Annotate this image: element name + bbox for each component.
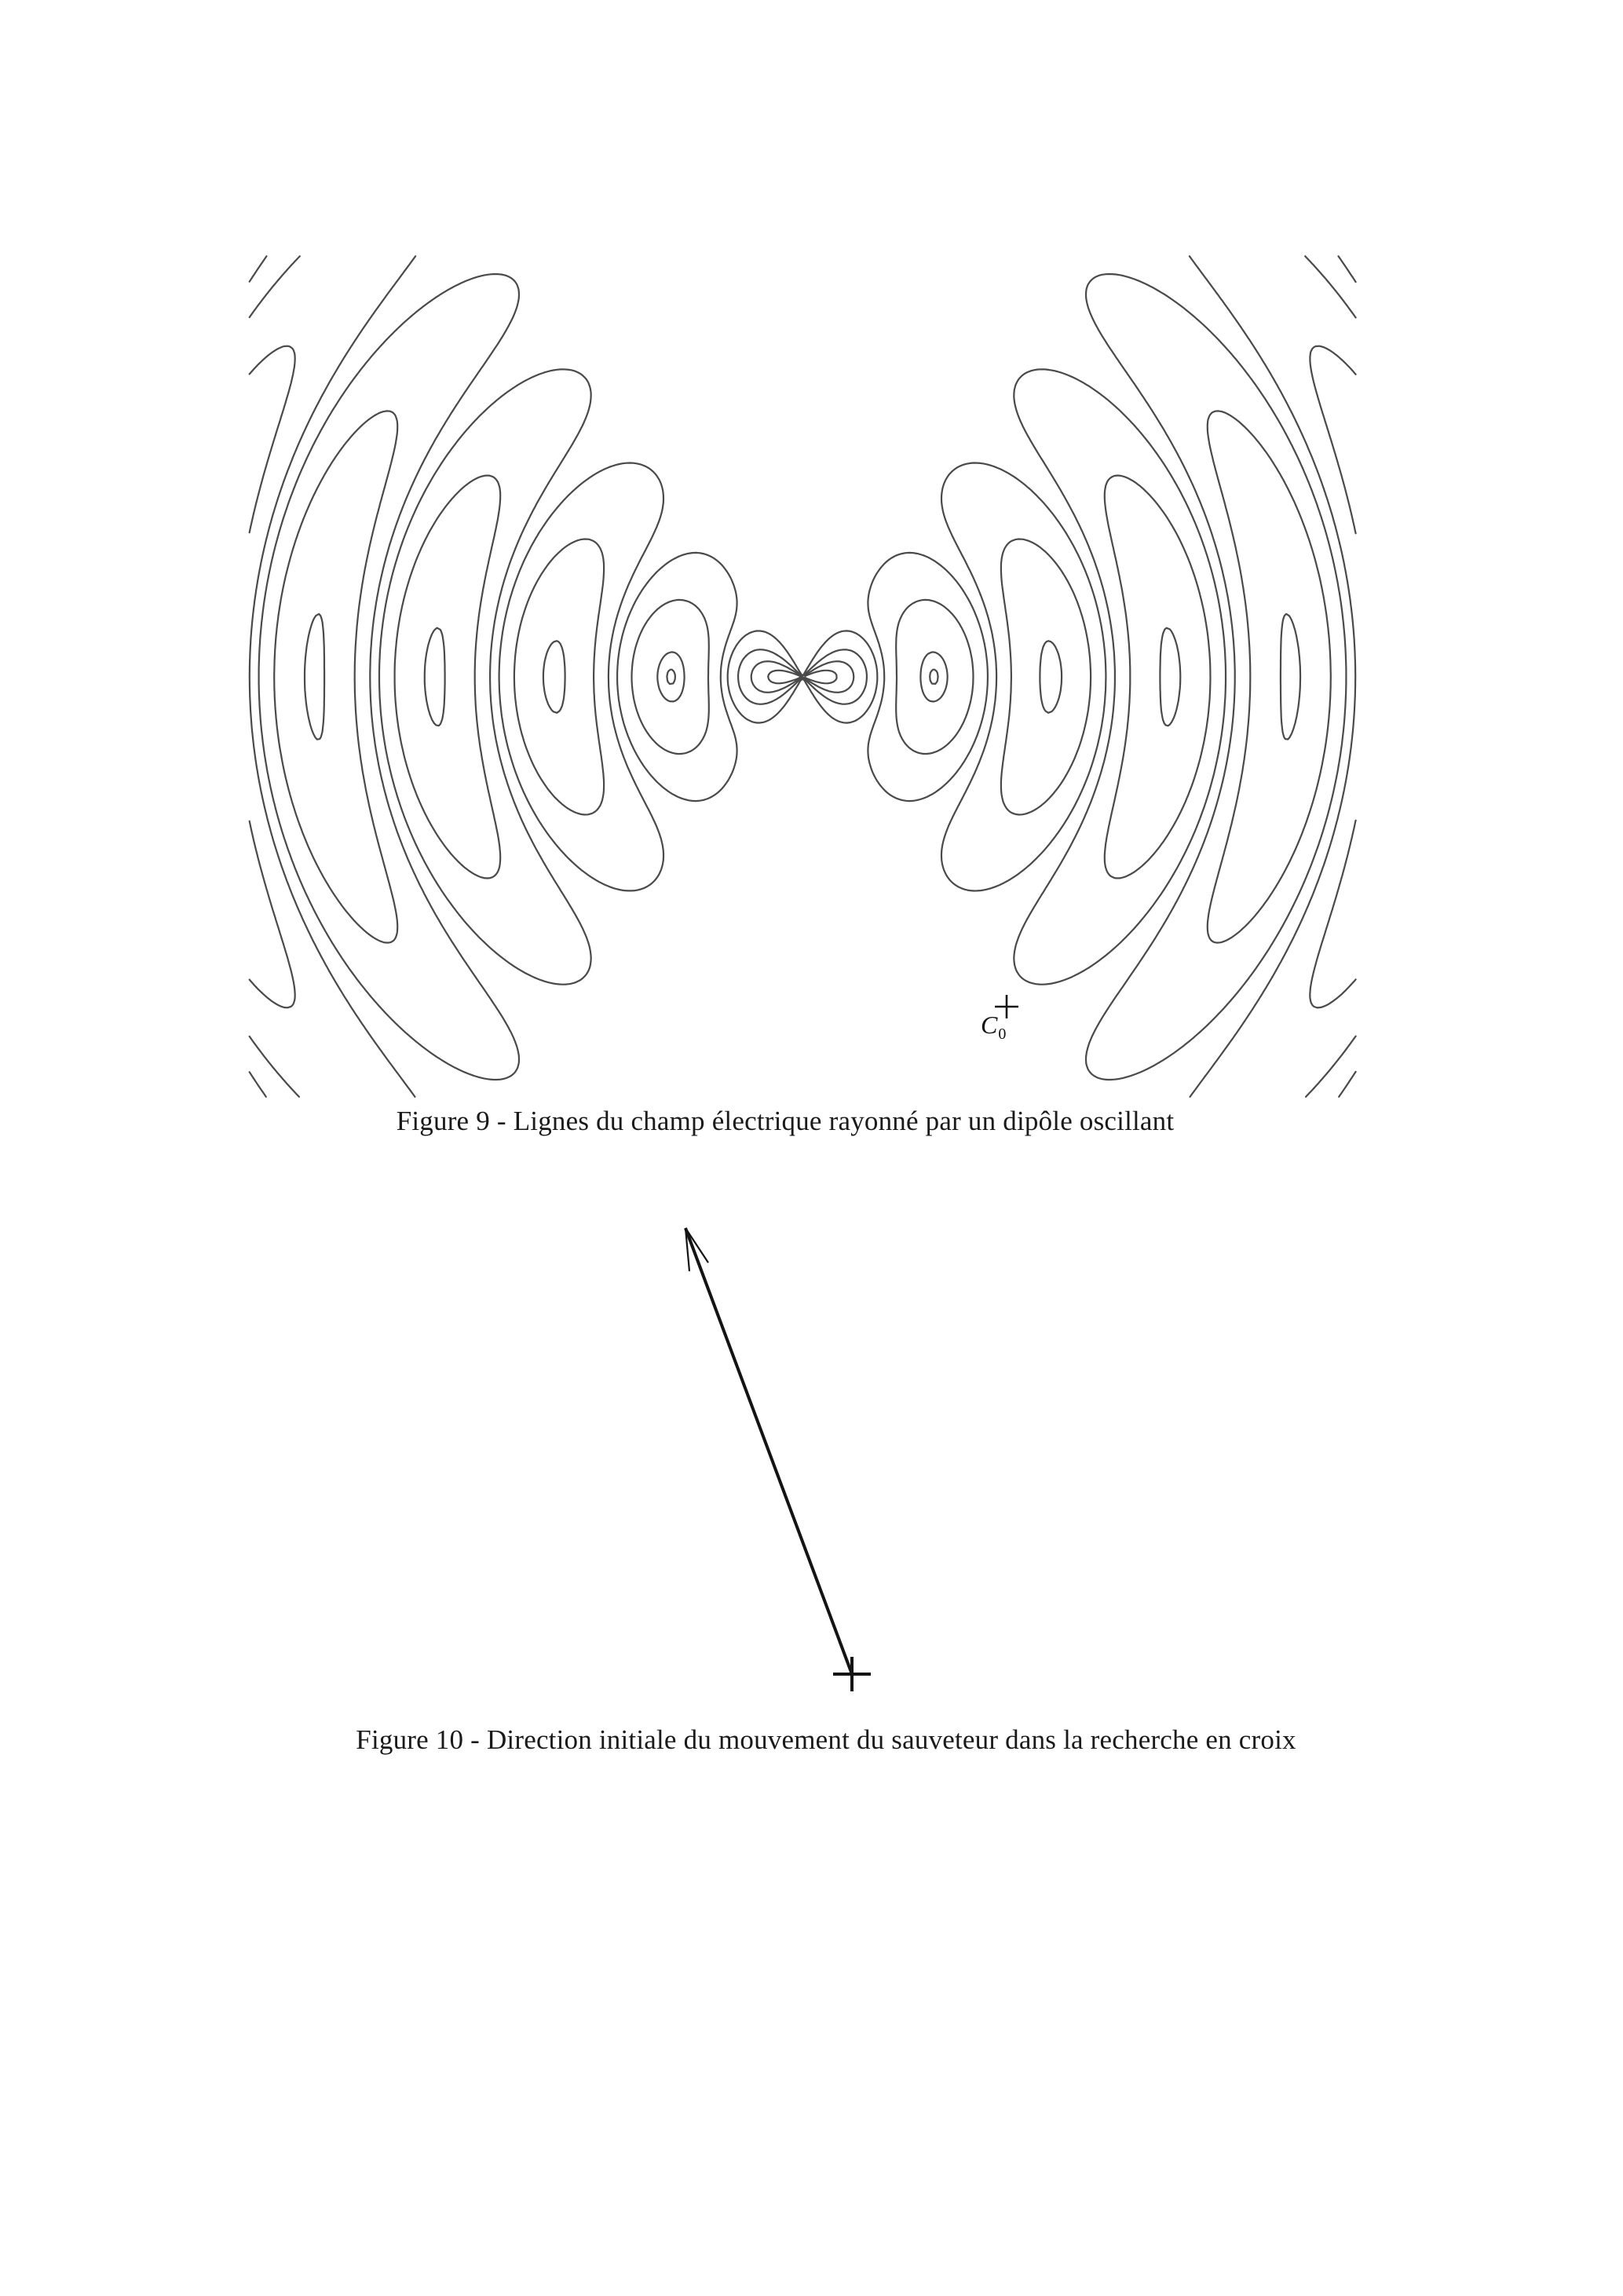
field-line bbox=[896, 600, 973, 754]
field-line bbox=[250, 1036, 299, 1097]
field-line bbox=[657, 653, 684, 702]
c0-label-main: C bbox=[981, 1011, 998, 1039]
direction-arrow bbox=[685, 1228, 852, 1674]
field-line bbox=[617, 553, 737, 801]
c0-label-sub: 0 bbox=[998, 1026, 1007, 1043]
field-line bbox=[667, 670, 675, 684]
field-line bbox=[1160, 628, 1180, 726]
field-line bbox=[941, 463, 1106, 891]
arrow-shaft bbox=[685, 1228, 852, 1674]
figure10-direction-diagram bbox=[0, 1178, 1623, 1806]
field-line bbox=[1040, 641, 1062, 713]
field-line bbox=[250, 256, 300, 317]
field-lines-group bbox=[250, 256, 1356, 1097]
field-line bbox=[1281, 614, 1300, 740]
field-line bbox=[1105, 476, 1211, 879]
field-line bbox=[1001, 539, 1091, 815]
field-line bbox=[930, 670, 938, 684]
field-line bbox=[379, 369, 591, 984]
field-line bbox=[632, 600, 709, 754]
field-line bbox=[514, 539, 604, 815]
field-line bbox=[1339, 1072, 1355, 1097]
field-line bbox=[395, 476, 501, 879]
field-line bbox=[250, 1072, 266, 1097]
field-line bbox=[259, 274, 519, 1080]
field-line bbox=[499, 463, 663, 891]
field-line bbox=[425, 628, 445, 726]
field-line bbox=[868, 553, 988, 801]
start-cross-marker bbox=[833, 1657, 871, 1691]
field-line bbox=[1086, 274, 1346, 1080]
field-line bbox=[1339, 256, 1356, 282]
field-line bbox=[751, 661, 854, 693]
figure9-caption: Figure 9 - Lignes du champ électrique rayonné par un dipôle oscillant bbox=[396, 1106, 1175, 1136]
figure10-caption: Figure 10 - Direction initiale du mouvement du sauveteur dans la recherche en croix bbox=[356, 1724, 1296, 1755]
field-line bbox=[250, 256, 267, 281]
field-line bbox=[1014, 369, 1226, 984]
field-line bbox=[305, 614, 324, 740]
field-line bbox=[920, 653, 947, 702]
field-line bbox=[1305, 256, 1355, 317]
c0-label bbox=[981, 1011, 1007, 1043]
field-line bbox=[543, 641, 565, 713]
